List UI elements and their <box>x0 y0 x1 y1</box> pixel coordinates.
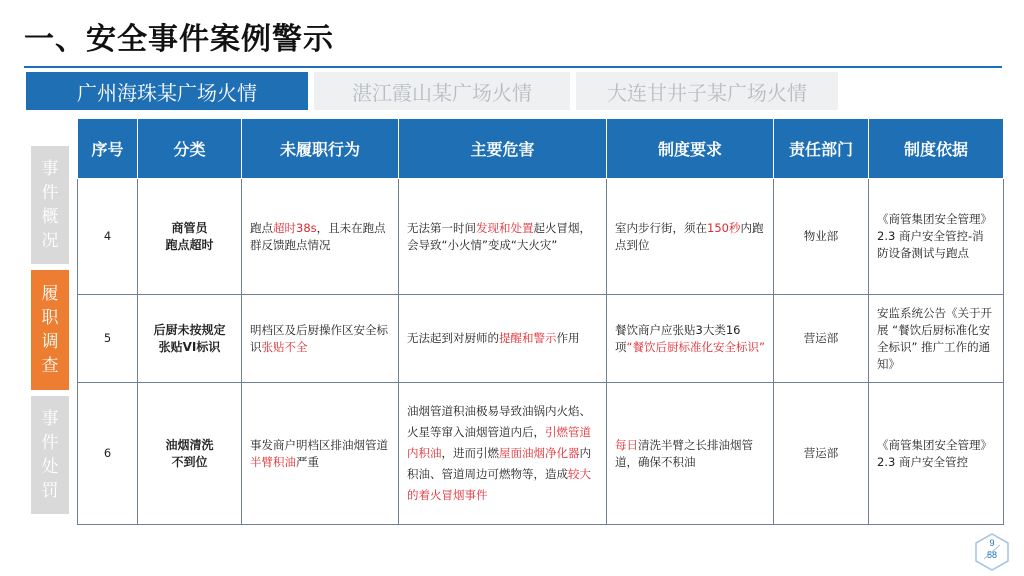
text-run-highlight: 半臂积油 <box>250 454 296 469</box>
side-nav-char: 调 <box>41 332 59 352</box>
page-title: 一、安全事件案例警示 <box>24 22 334 57</box>
text-run: 内积油、管道周边可燃物等，造成 <box>407 446 591 481</box>
side-nav-event-penalty[interactable] <box>31 396 69 514</box>
side-nav-duty-investigation[interactable] <box>31 270 69 390</box>
category-line: 张贴VI标识 <box>158 339 221 354</box>
cell-behavior <box>242 179 399 295</box>
text-run: ，且未在跑点群反馈跑点情况 <box>250 220 386 252</box>
cell-category <box>138 295 242 383</box>
tab-dalian-ganjingzi[interactable]: 大连甘井子某广场火情 <box>576 72 838 110</box>
text-run: 室内步行街，须在 <box>615 220 707 235</box>
cell-basis: 《商管集团安全管理》2.3 商户安全管控 <box>869 383 1004 525</box>
text-run: 明档区及后厨操作区安全标识 <box>250 322 388 354</box>
side-nav-char: 件 <box>41 433 59 453</box>
table-row <box>78 383 1004 525</box>
cell-behavior <box>242 383 399 525</box>
tab-zhanjiang-xiashan[interactable]: 湛江霞山某广场火情 <box>314 72 570 110</box>
cell-basis: 安监系统公告《关于开展 “餐饮后厨标准化安全标识” 推广工作的通知》 <box>869 295 1004 383</box>
text-run-highlight: 每日 <box>615 437 638 452</box>
cell-requirement <box>607 295 774 383</box>
side-nav-char: 查 <box>41 356 59 376</box>
cell-department: 营运部 <box>774 383 869 525</box>
text-run: 无法第一时间 <box>407 220 476 235</box>
cell-harm <box>399 295 607 383</box>
header-category: 分类 <box>138 119 242 179</box>
text-run: 作用 <box>556 331 580 345</box>
page-current: 9 <box>989 538 995 548</box>
side-nav-char: 概 <box>41 207 59 227</box>
category-line: 商管员 <box>171 220 208 235</box>
tab-guangzhou-haizhu[interactable]: 广州海珠某广场火情 <box>26 72 308 110</box>
category-line: 跑点超时 <box>165 237 214 252</box>
text-run: 严重 <box>296 454 319 469</box>
side-nav-char: 事 <box>41 409 59 429</box>
text-run-highlight: 张贴不全 <box>261 339 308 354</box>
header-requirement: 制度要求 <box>607 119 774 179</box>
text-run: 油烟管道积油极易导致油锅内火焰、火星等窜入油烟管道内后， <box>407 404 591 439</box>
page-total: 58 <box>986 550 997 560</box>
side-nav-char: 件 <box>41 183 59 203</box>
text-run-highlight: 屋面油烟净化器 <box>499 446 580 460</box>
category-line: 后厨未按规定 <box>153 322 226 337</box>
text-run-highlight: 150秒 <box>707 220 741 235</box>
text-run: 起火冒烟，会导致“小火情”变成“大火灾” <box>407 220 591 252</box>
text-run-highlight: 发现和处置 <box>476 220 534 235</box>
cell-behavior <box>242 295 399 383</box>
text-run-highlight: 提醒和警示 <box>499 331 557 345</box>
category-line: 不到位 <box>171 454 208 469</box>
table-header-row <box>78 119 1004 179</box>
cell-requirement <box>607 383 774 525</box>
header-basis: 制度依据 <box>869 119 1004 179</box>
cell-category <box>138 383 242 525</box>
cell-requirement <box>607 179 774 295</box>
header-department: 责任部门 <box>774 119 869 179</box>
page-indicator <box>972 532 1012 572</box>
cell-category <box>138 179 242 295</box>
cell-no: 6 <box>78 383 138 525</box>
cell-no: 5 <box>78 295 138 383</box>
header-no: 序号 <box>78 119 138 179</box>
category-line: 油烟清洗 <box>165 437 214 452</box>
text-run-highlight: 超时38s <box>273 220 317 235</box>
header-harm: 主要危害 <box>399 119 607 179</box>
cell-department: 物业部 <box>774 179 869 295</box>
text-run-highlight: “餐饮后厨标准化安全标识” <box>626 339 765 354</box>
side-nav-event-overview[interactable] <box>31 146 69 264</box>
side-nav-char: 处 <box>41 457 59 477</box>
side-nav-char: 职 <box>41 308 59 328</box>
side-nav-char: 事 <box>41 159 59 179</box>
text-run: 事发商户明档区排油烟管道 <box>250 437 388 452</box>
cell-basis: 《商管集团安全管理》2.3 商户安全管控-消防设备测试与跑点 <box>869 179 1004 295</box>
cell-department: 营运部 <box>774 295 869 383</box>
side-nav-char: 罚 <box>41 481 59 501</box>
table-row <box>78 179 1004 295</box>
text-run: 清洗半臂之长排油烟管道，确保不积油 <box>615 437 753 469</box>
text-run: 无法起到对厨师的 <box>407 331 499 345</box>
cell-no: 4 <box>78 179 138 295</box>
table-row <box>78 295 1004 383</box>
case-table <box>77 118 1004 525</box>
text-run: 餐饮商户应张贴3大类16项 <box>615 322 741 354</box>
cell-harm <box>399 383 607 525</box>
title-divider <box>24 66 1002 68</box>
cell-harm <box>399 179 607 295</box>
header-behavior: 未履职行为 <box>242 119 399 179</box>
side-nav-char: 履 <box>41 284 59 304</box>
text-run-highlight: 引燃管道内积油 <box>407 425 591 460</box>
text-run: 内跑点到位 <box>615 220 764 252</box>
text-run-highlight: 较大的着火冒烟事件 <box>407 467 591 502</box>
case-tabs <box>26 72 838 112</box>
side-nav-char: 况 <box>41 231 59 251</box>
text-run: 跑点 <box>250 220 273 235</box>
text-run: ，进而引燃 <box>441 446 499 460</box>
